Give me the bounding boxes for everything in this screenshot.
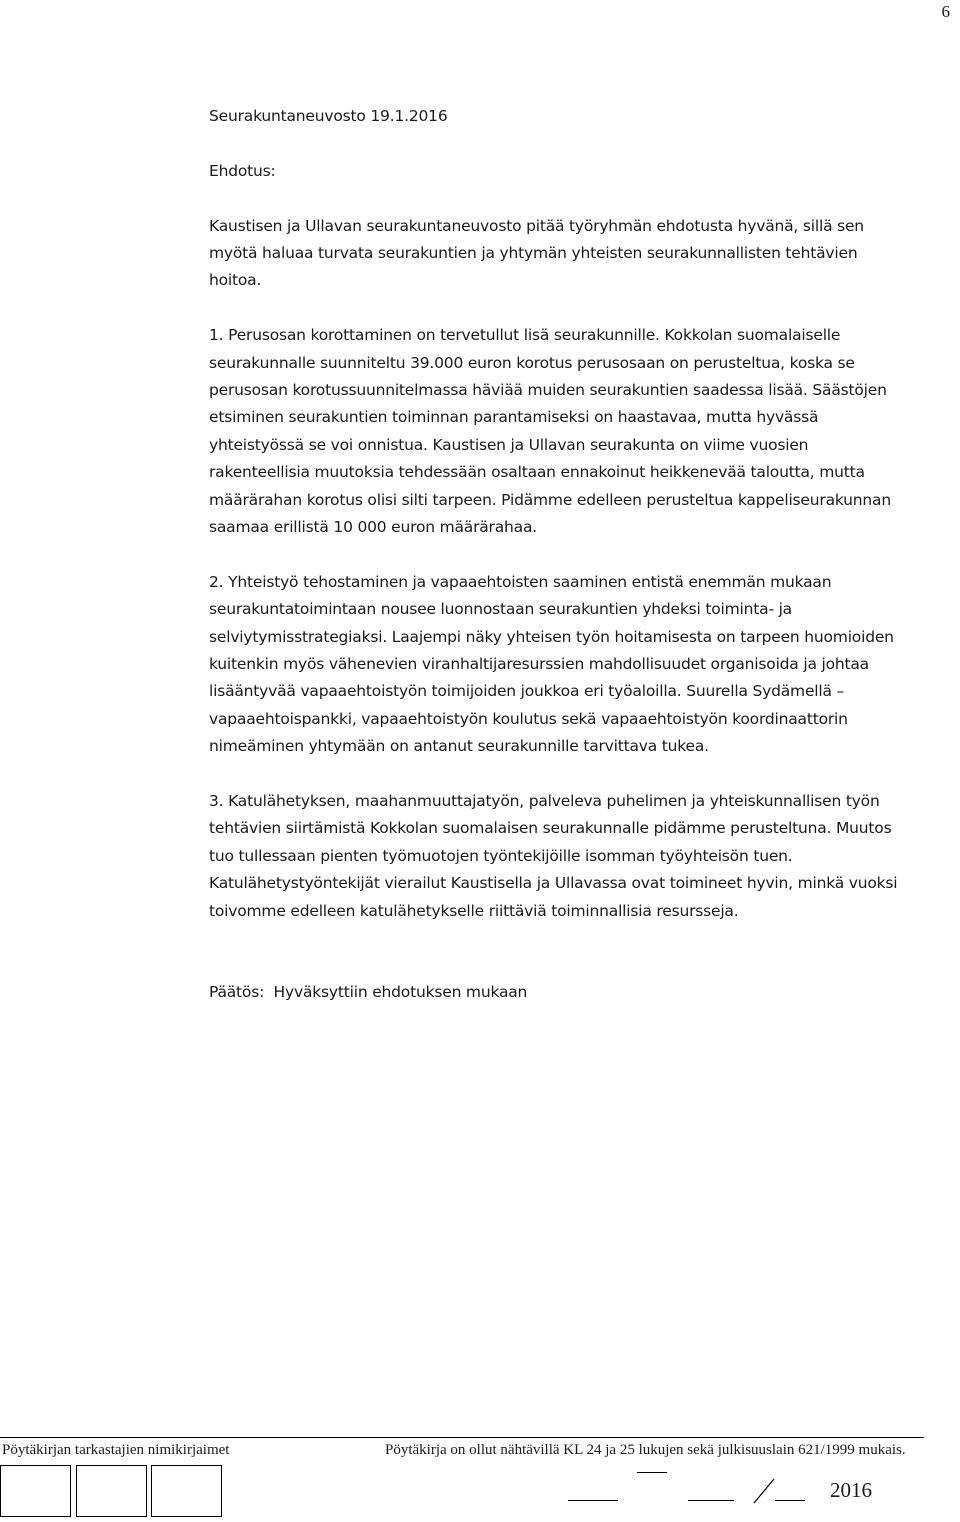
date-blank-extra[interactable] [775, 1500, 805, 1501]
footer-divider [0, 1437, 924, 1438]
footer-display-notice: Pöytäkirja on ollut nähtävillä KL 24 ja 25 lukujen sekä julkisuuslain 621/1999 mukais. [385, 1442, 906, 1458]
intro-paragraph: Kaustisen ja Ullavan seurakuntaneuvosto pitää työryhmän ehdotusta hyvänä, sillä sen myötä haluaa turvata seurakuntien ja yhtymän yhteisten seurakunnallisten tehtävien hoitoa. [209, 216, 864, 290]
point-1-paragraph: 1. Perusosan korottaminen on tervetullut lisä seurakunnille. Kokkolan suomalaiselle seurakunnalle suunniteltu 39.000 euron korotus perusosaan on perusteltua, koska se perusosan korotussuunnitelmassa häviää muiden seurakuntien saadessa lisää. Säästöjen etsiminen seurakuntien toiminnan parantamiseksi on haastavaa, mutta hyvässä yhteistyössä se voi onnistua. Kaustisen ja Ullavan seurakunta on viime vuosien rakenteellisia muutoksia tehdessään osaltaan ennakoinut heikkenevää taloutta, mutta määrärahan korotus olisi silti tarpeen. Pidämme edelleen perusteltua kappeliseurakunnan saamaa erillistä 10 000 euron määrärahaa. [209, 326, 891, 537]
initials-box-1[interactable] [0, 1465, 71, 1517]
date-blank-month[interactable] [688, 1500, 734, 1501]
date-blank-day[interactable] [568, 1500, 618, 1501]
proposal-heading: Ehdotus: [209, 161, 276, 180]
footer-year: 2016 [830, 1478, 872, 1502]
point-2-paragraph: 2. Yhteistyö tehostaminen ja vapaaehtoisten saaminen entistä enemmän mukaan seurakuntatoimintaan nousee luonnostaan seurakuntien yhdeksi toiminta- ja selviytymisstrategiaksi. Laajempi näky yhteisen työn hoitamisesta on tarpeen huomioiden kuitenkin myös vähenevien viranhaltijaresurssien mahdollisuudet organisoida ja johtaa lisääntyvää vapaaehtoistyön toimijoiden joukkoa eri työaloilla. Suurella Sydämellä –vapaaehtoispankki, vapaaehtoistyön koulutus sekä vapaaehtoistyön koordinaattorin nimeäminen yhtymään on antanut seurakunnille tarvittava tukea. [209, 572, 894, 756]
footer-initials-label: Pöytäkirjan tarkastajien nimikirjaimet [2, 1442, 230, 1458]
meeting-title: Seurakuntaneuvosto 19.1.2016 [209, 107, 448, 125]
date-separator-slash [753, 1478, 775, 1504]
date-blank-mark [637, 1472, 667, 1473]
page-number: 6 [941, 2, 950, 21]
decision-line: Päätös: Hyväksyttiin ehdotuksen mukaan [209, 983, 528, 1002]
point-3-paragraph: 3. Katulähetyksen, maahanmuuttajatyön, palveleva puhelimen ja yhteiskunnallisen työn tehtävien siirtämistä Kokkolan suomalaisen seurakunnalle pidämme perusteltuna. Muutos tuo tullessaan pienten työmuotojen työntekijöille isomman työyhteisön tuen. Katulähetystyöntekijät vierailut Kaustisella ja Ullavassa ovat toimineet hyvin, minkä vuoksi toivomme edelleen katulähetykselle riittäviä toiminnallisia resursseja. [209, 792, 898, 920]
initials-box-3[interactable] [151, 1465, 222, 1517]
document-body [209, 103, 899, 1007]
initials-box-2[interactable] [76, 1465, 147, 1517]
